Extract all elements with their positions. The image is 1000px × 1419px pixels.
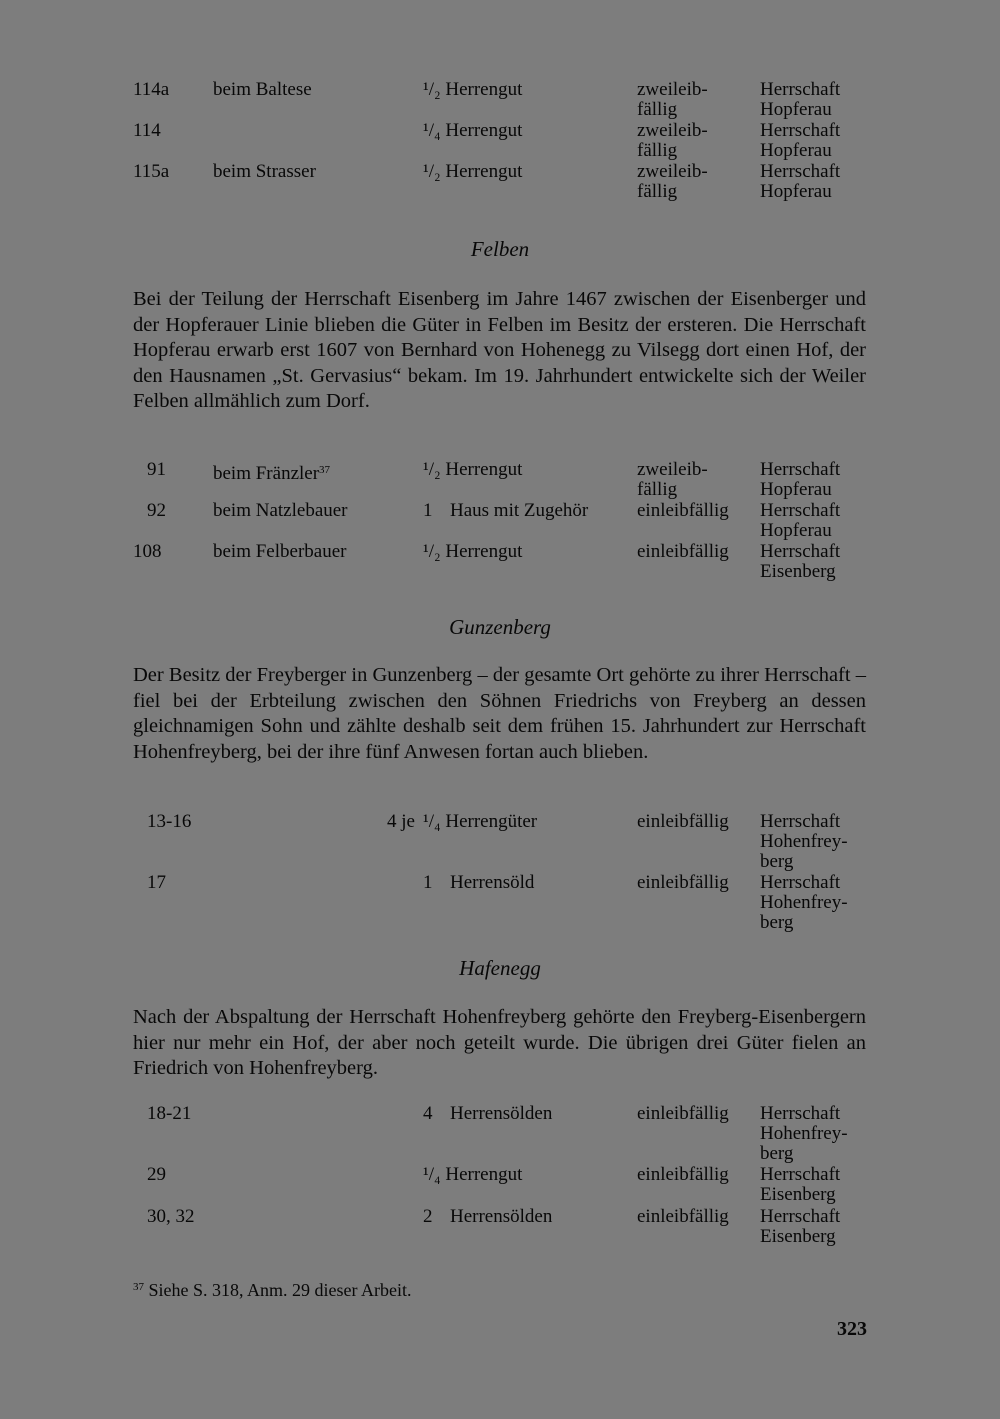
parcel-number: 29: [147, 1164, 166, 1185]
footnote: [133, 1276, 411, 1301]
property-type: Haus mit Zugehör: [450, 500, 589, 521]
property-type: ¹/₄ Herrengut: [423, 1164, 523, 1185]
footnote-marker: 37: [133, 1281, 144, 1293]
paragraph-hafenegg: Nach der Abspaltung der Herrschaft Hohenfreyberg gehörte den Freyberg-Eisenbergern hier nur mehr ein Hof, der aber noch geteilt wurde. Die übrigen drei Güter fielen an Friedrich von Hohenfreyberg.: [133, 1006, 866, 1079]
parcel-number: 17: [147, 872, 166, 893]
tenure-type: einleibfällig: [637, 872, 729, 893]
house-name: beim Baltese: [213, 79, 312, 100]
quantity: 4 je: [387, 811, 415, 832]
parcel-number: 115a: [133, 161, 170, 182]
parcel-number: 114a: [133, 79, 170, 100]
tenure-type: zweileib- fällig: [637, 120, 708, 161]
property-type: ¹/₂ Herrengut: [423, 79, 523, 100]
tenure-type: einleibfällig: [637, 541, 729, 562]
section-title-hafenegg: Hafenegg: [459, 956, 541, 980]
quantity: 1: [423, 872, 433, 893]
house-name: beim Fränzler$^{37}$: [213, 463, 331, 484]
footnote-marker: 37: [319, 464, 331, 476]
property-type: Herrensölden: [450, 1206, 553, 1227]
property-type: ¹/₂ Herrengut: [423, 161, 523, 182]
lordship: Herrschaft Eisenberg: [760, 541, 841, 582]
lordship: Herrschaft Hopferau: [760, 79, 841, 120]
parcel-number: 92: [147, 500, 166, 521]
lordship: Herrschaft Eisenberg: [760, 1206, 841, 1247]
quantity: 4: [423, 1103, 433, 1124]
paragraph-gunzenberg: Der Besitz der Freyberger in Gunzenberg – der gesamte Ort gehörte zu ihrer Herrschaft – fiel bei der Erbteilung zwischen den Söhnen Friedrichs von Freyberg an dessen gleichnamigen Sohn und zählte deshalb seit dem frühen 15. Jahrhundert zur Herrschaft Hohenfreyberg, bei der ihre fünf Anwesen fortan auch blieben.: [133, 664, 866, 763]
lordship: Herrschaft Hopferau: [760, 500, 841, 541]
parcel-number: 114: [133, 120, 161, 141]
house-name: beim Strasser: [213, 161, 316, 182]
property-type: ¹/₄ Herrengut: [423, 120, 523, 141]
lordship: Herrschaft Hohenfrey- berg: [760, 1103, 848, 1164]
parcel-number: 30, 32: [147, 1206, 195, 1227]
tenure-type: einleibfällig: [637, 811, 729, 832]
lordship: Herrschaft Eisenberg: [760, 1164, 841, 1205]
parcel-number: 91: [147, 459, 166, 480]
parcel-number: 18-21: [147, 1103, 192, 1124]
lordship: Herrschaft Hopferau: [760, 120, 841, 161]
quantity: 1: [423, 500, 433, 521]
page-number: 323: [837, 1318, 867, 1340]
tenure-type: einleibfällig: [637, 500, 729, 521]
lordship: Herrschaft Hopferau: [760, 161, 841, 202]
tenure-type: zweileib- fällig: [637, 459, 708, 500]
property-type: Herrensöld: [450, 872, 535, 893]
house-name: beim Natzlebauer: [213, 500, 348, 521]
parcel-number: 108: [133, 541, 162, 562]
paragraph-felben: Bei der Teilung der Herrschaft Eisenberg im Jahre 1467 zwischen der Eisenberger und der Hopferauer Linie blieben die Güter in Felben im Besitz der ersteren. Die Herrschaft Hopferau erwarb erst 1607 von Bernhard von Hohenegg zu Vilsegg dort einen Hof, der den Hausnamen „St. Gervasius“ bekam. Im 19. Jahrhundert entwickelte sich der Weiler Felben allmählich zum Dorf.: [133, 288, 866, 412]
footnote-text: Siehe S. 318, Anm. 29 dieser Arbeit.: [148, 1280, 412, 1300]
quantity: 2: [423, 1206, 433, 1227]
property-type: ¹/₂ Herrengut: [423, 541, 523, 562]
section-title-felben: Felben: [470, 237, 530, 261]
property-type: ¹/₄ Herrengüter: [423, 811, 538, 832]
parcel-number: 13-16: [147, 811, 192, 832]
lordship: Herrschaft Hohenfrey- berg: [760, 811, 848, 872]
property-type: Herrensölden: [450, 1103, 553, 1124]
tenure-type: einleibfällig: [637, 1206, 729, 1227]
tenure-type: einleibfällig: [637, 1164, 729, 1185]
section-title-gunzenberg: Gunzenberg: [449, 615, 551, 639]
tenure-type: zweileib- fällig: [637, 161, 708, 202]
property-type: ¹/₂ Herrengut: [423, 459, 523, 480]
house-name: beim Felberbauer: [213, 541, 347, 562]
tenure-type: einleibfällig: [637, 1103, 729, 1124]
lordship: Herrschaft Hopferau: [760, 459, 841, 500]
lordship: Herrschaft Hohenfrey- berg: [760, 872, 848, 933]
tenure-type: zweileib- fällig: [637, 79, 708, 120]
